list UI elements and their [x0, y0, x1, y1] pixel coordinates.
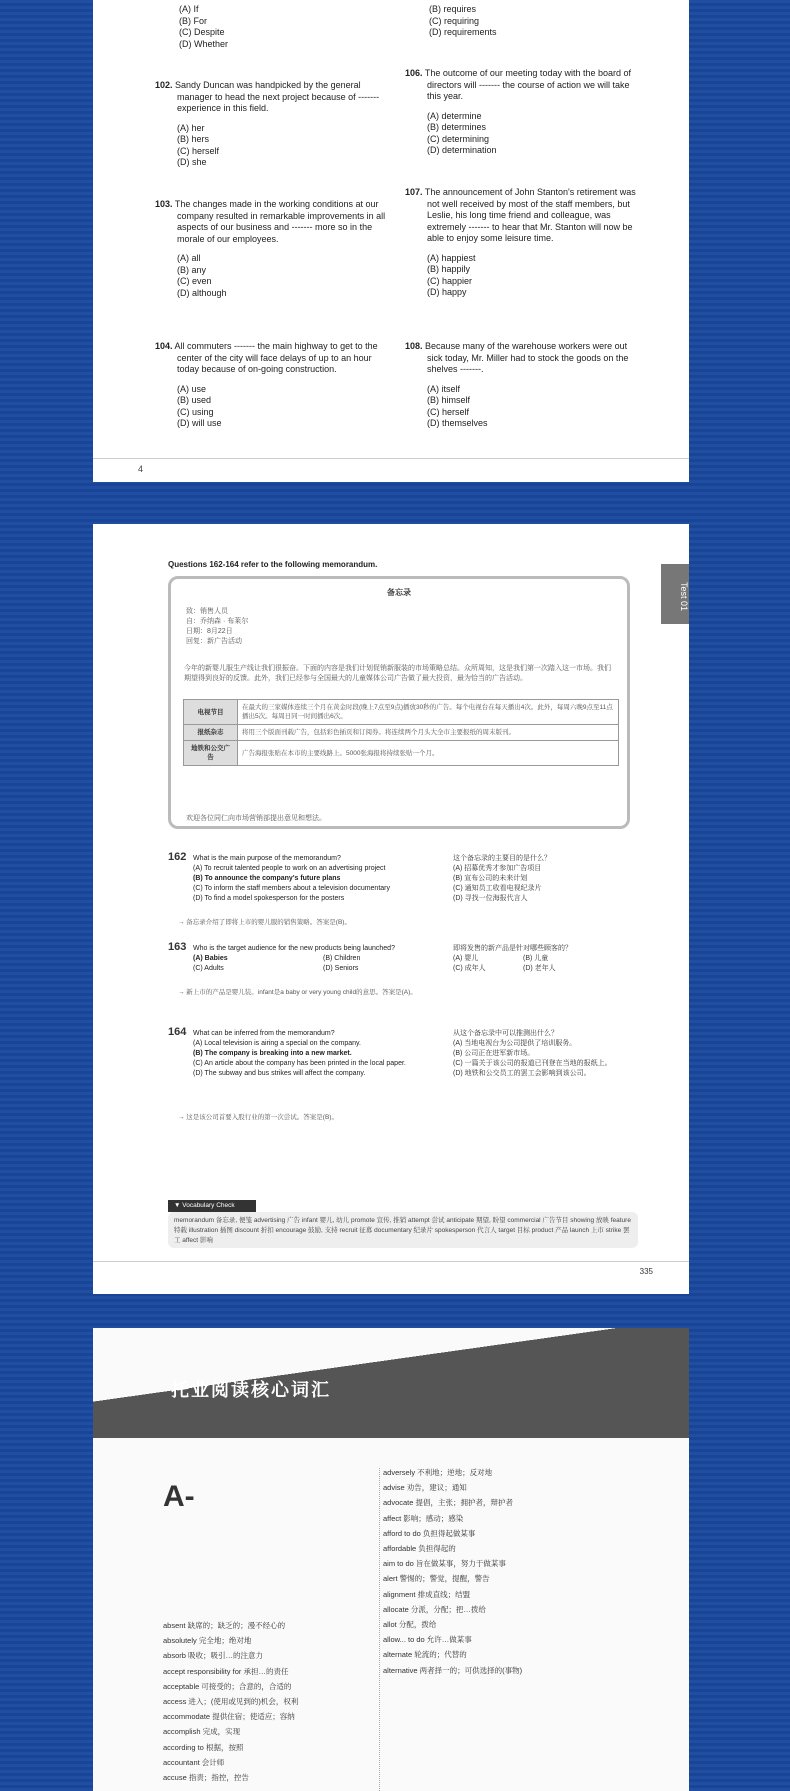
question-108: 108. Because many of the warehouse workers were out sick today, Mr. Miller had to stock the goods on the shelves -------. (A) itself (B) himself (C) herself (D) themselves	[405, 341, 629, 428]
option: (D) requirements	[429, 27, 497, 37]
option: (C) requiring	[429, 15, 480, 26]
list-item: alignment 排成直线；结盟	[383, 1589, 471, 1599]
footer-divider	[93, 1261, 689, 1262]
list-item: adversely 不利地；逆地；反对地	[383, 1468, 493, 1477]
list-item: alert 警惕的；警觉，提醒，警告	[383, 1574, 490, 1584]
section-heading: Questions 162-164 refer to the following memorandum.	[168, 560, 378, 569]
list-item: accept responsibility for 承担…的责任	[163, 1666, 289, 1676]
memo-table	[183, 699, 619, 766]
vocabulary-page	[93, 1328, 689, 1791]
list-item: afford to do 负担得起做某事	[383, 1528, 476, 1538]
memo-body: 今年的新婴儿服生产线让我们很振奋。下面的内容是我们计划促销新服装的市场策略总结。众所周知，这是我们第一次踏入这一市场。我们期望得到良好的反馈。此外，我们已经参与全国最大的儿童媒体公司广告做了最大投资，最为恰当的广告活动。	[184, 665, 611, 682]
page-number: 4	[138, 464, 144, 474]
answer-explanation: → 这是该公司首要入股行业的第一次尝试。答案是(B)。	[178, 1114, 338, 1121]
option: (D) Whether	[179, 38, 229, 49]
column-divider	[379, 1468, 380, 1791]
list-item: absorb 吸收；吸引…的注意力	[163, 1651, 264, 1661]
table-row: 电视节目 在最大的三家媒体连续三个月在黄金时段(晚上7点至9点)播放30秒的广告。每个电视台在每天播出4次。此外，每周六晚9点至11点播出5次。每周日同一时间播出6次。	[184, 700, 619, 725]
test-page-4	[93, 0, 689, 482]
list-item: according to 根据，按照	[163, 1742, 244, 1752]
list-item: allot 分配，拨给	[383, 1620, 437, 1630]
word-list-left	[163, 1618, 298, 1785]
list-item: allocate 分派，分配；把…拨给	[383, 1604, 486, 1614]
list-item: acceptable 可接受的；合意的，合适的	[163, 1681, 292, 1691]
list-item: accountant 会计师	[163, 1757, 225, 1767]
question-106: 106. The outcome of our meeting today with the board of directors will ------- the course of action we will take this year. (A) determine (B) determines (C) determining (D) determination	[405, 68, 631, 155]
list-item: advocate 提倡，主张；拥护者，辩护者	[383, 1498, 514, 1508]
option: (B) For	[179, 15, 207, 26]
word-list-right	[383, 1465, 522, 1678]
letter-heading: A-	[163, 1480, 195, 1513]
table-row: 地铁和公交广告 广告海报张贴在本市的主要线路上。5000张海报将持续张贴一个月。	[184, 741, 619, 766]
question-104: 104. All commuters ------- the main highway to get to the center of the city will face delays of up to an hour today because of on-going construction. (A) use (B) used (C) using (D) will use	[155, 341, 378, 428]
option: (A) If	[179, 4, 199, 14]
vocabulary-check-label: ▼ Vocabulary Check	[168, 1200, 256, 1212]
answer-explanation: → 新上市的产品是婴儿装。infant是a baby or very young child的意思。答案是(A)。	[178, 989, 417, 996]
memo-title: 备忘录	[387, 588, 411, 597]
question-164: 164 What can be inferred from the memorandum? (A) Local television is airing a special on the company. (B) The company is breaking into a new market. (C) An article about the company has been printed in the local paper. (D) The subway and bus strikes will affect the company. 从这个备忘录中可以推测出什么？ (A) 当地电视台为公司提供了培训服务。 (B) 公司正在进军新市场。 (C) 一篇关于该公司的报道已刊登在当地的报纸上。 (D) 地铁和公交员工的罢工会影响到该公司。 → 这是该公司首要入股行业的第一次尝试。答案是(B)。	[168, 1026, 612, 1121]
test-page-335	[93, 524, 689, 1294]
answer-explanation: → 备忘录介绍了即将上市的婴儿服的销售策略。答案是(B)。	[178, 919, 351, 926]
list-item: alternative 两者择一的；可供选择的(事物)	[383, 1665, 523, 1675]
list-item: accomplish 完成，实现	[163, 1727, 241, 1737]
list-item: aim to do 旨在做某事，努力于做某事	[383, 1559, 506, 1569]
question-102: 102. Sandy Duncan was handpicked by the general manager to head the next project because of ------- experience in this field. (A) her (B) hers (C) herself (D) she	[155, 80, 380, 167]
vocabulary-box: memorandum 备忘录, 便笺 advertising 广告 infant 婴儿, 幼儿 promote 宣传, 推销 attempt 尝试 anticipate 期望, 盼望 commercial 广告节目 showing 放映 feature 特载 illustration 插图 discount 折扣 encourage 鼓励, 支持 recruit 征募 documentary 纪录片 spokesperson 代言人 target 目标 product 产品 launch 上市 strike 罢工 affect 影响	[168, 1212, 638, 1248]
footer-divider	[93, 458, 689, 459]
memo-header: 致：销售人员 自：乔纳森 · 布莱尔 日期：8月22日 回复：新广告活动	[186, 608, 249, 645]
table-row: 报纸杂志 将用三个版面刊载广告，包括彩色插页和订阅券。将连续两个月头大全市主要报纸的周末版刊。	[184, 725, 619, 741]
question-162: 162 What is the main purpose of the memorandum? (A) To recruit talented people to work on an advertising project (B) To announce the company's future plans (C) To inform the staff members about a television documentary (D) To find a model spokesperson for the posters 这个备忘录的主要目的是什么？ (A) 招募优秀才参加广告项目 (B) 宣布公司的未来计划 (C) 通知员工收看电视纪录片 (D) 寻找一位海报代言人 → 备忘录介绍了即将上市的婴儿服的销售策略。答案是(B)。	[168, 851, 551, 926]
option: (B) requires	[429, 4, 477, 14]
page-title: 托业阅读核心词汇	[171, 1380, 331, 1400]
list-item: access 进入；(使用或见到的)机会，权利	[163, 1697, 299, 1707]
list-item: affordable 负担得起的	[383, 1544, 456, 1554]
test-tab: Test 01	[661, 564, 689, 624]
list-item: accommodate 提供住宿；使适应；容纳	[163, 1712, 295, 1722]
list-item: accuse 指责；指控，控告	[163, 1773, 249, 1783]
memorandum-box	[168, 576, 630, 829]
memo-footer: 欢迎各位同仁向市场营销部提出意见和想法。	[186, 815, 326, 822]
question-103: 103. The changes made in the working conditions at our company resulted in remarkable improvements in all aspects of our business and ------- more so in the morale of our employees. (A) all (B) any (C) even (D) although	[155, 199, 386, 298]
question-163: 163 Who is the target audience for the new products being launched? (A) Babies (B) Children (C) Adults (D) Seniors 即将发售的新产品是针对哪些顾客的？ (A) 婴儿 (B) 儿童 (C) 成年人 (D) 老年人 → 新上市的产品是婴儿装。infant是a baby or very young child的意思。答案是(A)。	[168, 941, 572, 996]
list-item: advise 劝告，建议；通知	[383, 1483, 467, 1493]
list-item: absent 缺席的；缺乏的；漫不经心的	[163, 1621, 286, 1630]
list-item: affect 影响；感动；感染	[383, 1513, 464, 1523]
option: (C) Despite	[179, 27, 225, 37]
list-item: absolutely 完全地；绝对地	[163, 1636, 252, 1646]
question-107: 107. The announcement of John Stanton's retirement was not well received by most of the staff members, but Leslie, his long time friend and colleague, was extremely ------- to hear that Mr. Stanton will now be able to enjoy some leisure time. (A) happiest (B) happily (C) happier (D) happy	[405, 187, 636, 297]
list-item: alternate 轮流的；代替的	[383, 1650, 467, 1660]
page-number: 335	[639, 1267, 653, 1276]
question-105-options	[429, 4, 644, 39]
list-item: allow... to do 允许…做某事	[383, 1635, 472, 1645]
question-101-options	[179, 4, 394, 50]
